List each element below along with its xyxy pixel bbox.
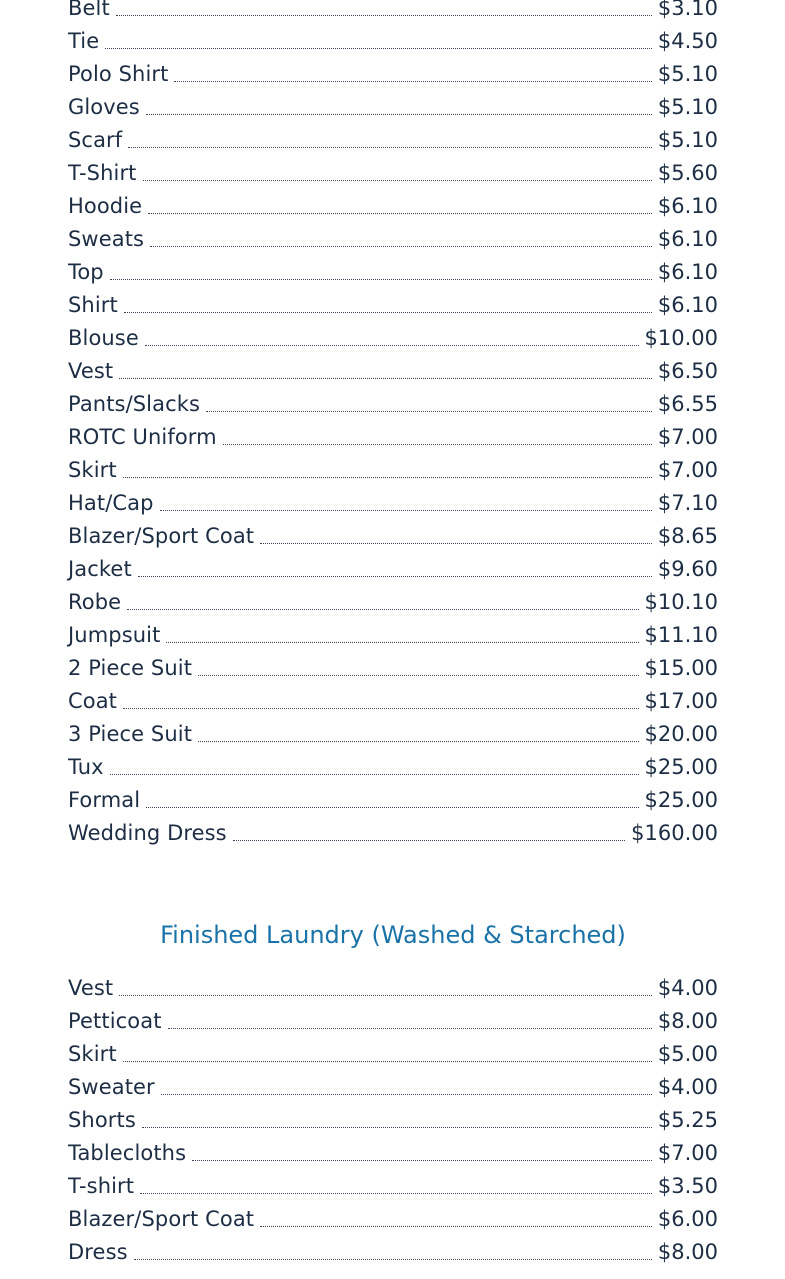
- price-row: [68, 124, 718, 157]
- dry-cleaning-price-list: [68, 0, 718, 850]
- dotted-leader: [146, 113, 652, 115]
- item-price: $5.10: [657, 128, 718, 152]
- item-price: $7.10: [657, 491, 718, 515]
- item-price: $10.10: [644, 590, 718, 614]
- item-price: $5.10: [657, 62, 718, 86]
- item-price: $11.10: [644, 623, 718, 647]
- item-name: Scarf: [68, 128, 123, 152]
- price-row: [68, 256, 718, 289]
- item-name: Petticoat: [68, 1009, 162, 1033]
- item-price: $9.60: [657, 557, 718, 581]
- finished-laundry-price-list: [68, 972, 718, 1269]
- price-row: [68, 289, 718, 322]
- price-row: [68, 784, 718, 817]
- price-row: [68, 25, 718, 58]
- price-row: [68, 652, 718, 685]
- dotted-leader: [174, 80, 651, 82]
- item-price: $3.50: [657, 1174, 718, 1198]
- item-price: $4.00: [657, 1075, 718, 1099]
- price-row: [68, 751, 718, 784]
- item-price: $6.10: [657, 293, 718, 317]
- item-price: $5.10: [657, 95, 718, 119]
- section-spacer: [68, 850, 718, 910]
- dotted-leader: [192, 1159, 652, 1161]
- item-name: Tux: [68, 755, 104, 779]
- dotted-leader: [223, 443, 652, 445]
- item-price: $6.50: [657, 359, 718, 383]
- item-name: ROTC Uniform: [68, 425, 217, 449]
- item-name: Blazer/Sport Coat: [68, 524, 255, 548]
- dotted-leader: [142, 1126, 652, 1128]
- item-price: $7.00: [657, 425, 718, 449]
- dotted-leader: [206, 410, 652, 412]
- item-name: Blouse: [68, 326, 139, 350]
- dotted-leader: [160, 509, 652, 511]
- item-name: Vest: [68, 359, 114, 383]
- price-row: [68, 1104, 718, 1137]
- price-row: [68, 685, 718, 718]
- price-row: [68, 1038, 718, 1071]
- item-name: Polo Shirt: [68, 62, 169, 86]
- price-row: [68, 1170, 718, 1203]
- dotted-leader: [123, 707, 639, 709]
- price-row: [68, 1203, 718, 1236]
- item-name: Coat: [68, 689, 118, 713]
- price-row: [68, 91, 718, 124]
- item-price: $4.50: [657, 29, 718, 53]
- item-name: Sweater: [68, 1075, 155, 1099]
- item-name: Shirt: [68, 293, 118, 317]
- item-name: Formal: [68, 788, 141, 812]
- item-name: Dress: [68, 1240, 128, 1264]
- item-name: T-shirt: [68, 1174, 135, 1198]
- item-price: $3.10: [657, 0, 718, 20]
- item-name: Skirt: [68, 458, 117, 482]
- price-row: [68, 817, 718, 850]
- price-row: [68, 487, 718, 520]
- item-price: $15.00: [644, 656, 718, 680]
- item-price: $6.10: [657, 194, 718, 218]
- item-price: $160.00: [631, 821, 718, 845]
- dotted-leader: [168, 1027, 652, 1029]
- dotted-leader: [148, 212, 652, 214]
- price-row: [68, 1236, 718, 1269]
- price-row: [68, 157, 718, 190]
- item-price: $10.00: [644, 326, 718, 350]
- dotted-leader: [119, 994, 652, 996]
- dotted-leader: [134, 1258, 652, 1260]
- item-price: $5.60: [657, 161, 718, 185]
- dotted-leader: [260, 542, 652, 544]
- dotted-leader: [128, 146, 652, 148]
- item-price: $17.00: [644, 689, 718, 713]
- dotted-leader: [166, 641, 638, 643]
- item-price: $25.00: [644, 755, 718, 779]
- finished-laundry-heading: Finished Laundry (Washed & Starched): [160, 921, 626, 949]
- item-price: $6.55: [657, 392, 718, 416]
- price-row: [68, 322, 718, 355]
- item-name: Pants/Slacks: [68, 392, 201, 416]
- price-row: [68, 355, 718, 388]
- item-price: $7.00: [657, 1141, 718, 1165]
- item-price: $7.00: [657, 458, 718, 482]
- item-name: Gloves: [68, 95, 140, 119]
- item-name: Vest: [68, 976, 114, 1000]
- item-name: Robe: [68, 590, 122, 614]
- dotted-leader: [116, 14, 652, 16]
- dotted-leader: [260, 1225, 652, 1227]
- price-row: [68, 388, 718, 421]
- dotted-leader: [123, 476, 652, 478]
- price-row: [68, 619, 718, 652]
- item-name: 3 Piece Suit: [68, 722, 193, 746]
- dotted-leader: [233, 839, 625, 841]
- item-price: $6.10: [657, 260, 718, 284]
- dotted-leader: [138, 575, 652, 577]
- item-price: $8.00: [657, 1009, 718, 1033]
- item-price: $6.10: [657, 227, 718, 251]
- item-price: $6.00: [657, 1207, 718, 1231]
- price-row: [68, 58, 718, 91]
- item-name: Hoodie: [68, 194, 143, 218]
- price-row: [68, 190, 718, 223]
- dotted-leader: [198, 674, 638, 676]
- dotted-leader: [143, 179, 652, 181]
- item-name: T-Shirt: [68, 161, 137, 185]
- item-name: Jumpsuit: [68, 623, 161, 647]
- price-row: [68, 553, 718, 586]
- price-row: [68, 1137, 718, 1170]
- item-name: Jacket: [68, 557, 132, 581]
- dotted-leader: [140, 1192, 652, 1194]
- price-row: [68, 0, 718, 25]
- dotted-leader: [119, 377, 652, 379]
- item-name: Wedding Dress: [68, 821, 227, 845]
- dotted-leader: [124, 311, 652, 313]
- item-name: Belt: [68, 0, 110, 20]
- dotted-leader: [150, 245, 652, 247]
- dotted-leader: [145, 344, 639, 346]
- item-name: Top: [68, 260, 104, 284]
- dotted-leader: [123, 1060, 652, 1062]
- item-name: 2 Piece Suit: [68, 656, 193, 680]
- item-price: $5.00: [657, 1042, 718, 1066]
- price-row: [68, 223, 718, 256]
- item-name: Hat/Cap: [68, 491, 154, 515]
- dotted-leader: [110, 278, 652, 280]
- price-list-page: [68, 0, 718, 1269]
- price-row: [68, 1071, 718, 1104]
- price-row: [68, 520, 718, 553]
- price-row: [68, 972, 718, 1005]
- price-row: [68, 454, 718, 487]
- item-price: $25.00: [644, 788, 718, 812]
- dotted-leader: [146, 806, 638, 808]
- item-name: Tablecloths: [68, 1141, 187, 1165]
- price-row: [68, 586, 718, 619]
- dotted-leader: [198, 740, 638, 742]
- item-name: Sweats: [68, 227, 145, 251]
- dotted-leader: [161, 1093, 652, 1095]
- dotted-leader: [110, 773, 639, 775]
- item-price: $20.00: [644, 722, 718, 746]
- item-price: $5.25: [657, 1108, 718, 1132]
- dotted-leader: [105, 47, 652, 49]
- price-row: [68, 718, 718, 751]
- dotted-leader: [127, 608, 638, 610]
- item-name: Shorts: [68, 1108, 136, 1132]
- price-row: [68, 1005, 718, 1038]
- item-name: Tie: [68, 29, 100, 53]
- item-name: Blazer/Sport Coat: [68, 1207, 255, 1231]
- item-price: $4.00: [657, 976, 718, 1000]
- item-name: Skirt: [68, 1042, 117, 1066]
- price-row: [68, 421, 718, 454]
- item-price: $8.65: [657, 524, 718, 548]
- item-price: $8.00: [657, 1240, 718, 1264]
